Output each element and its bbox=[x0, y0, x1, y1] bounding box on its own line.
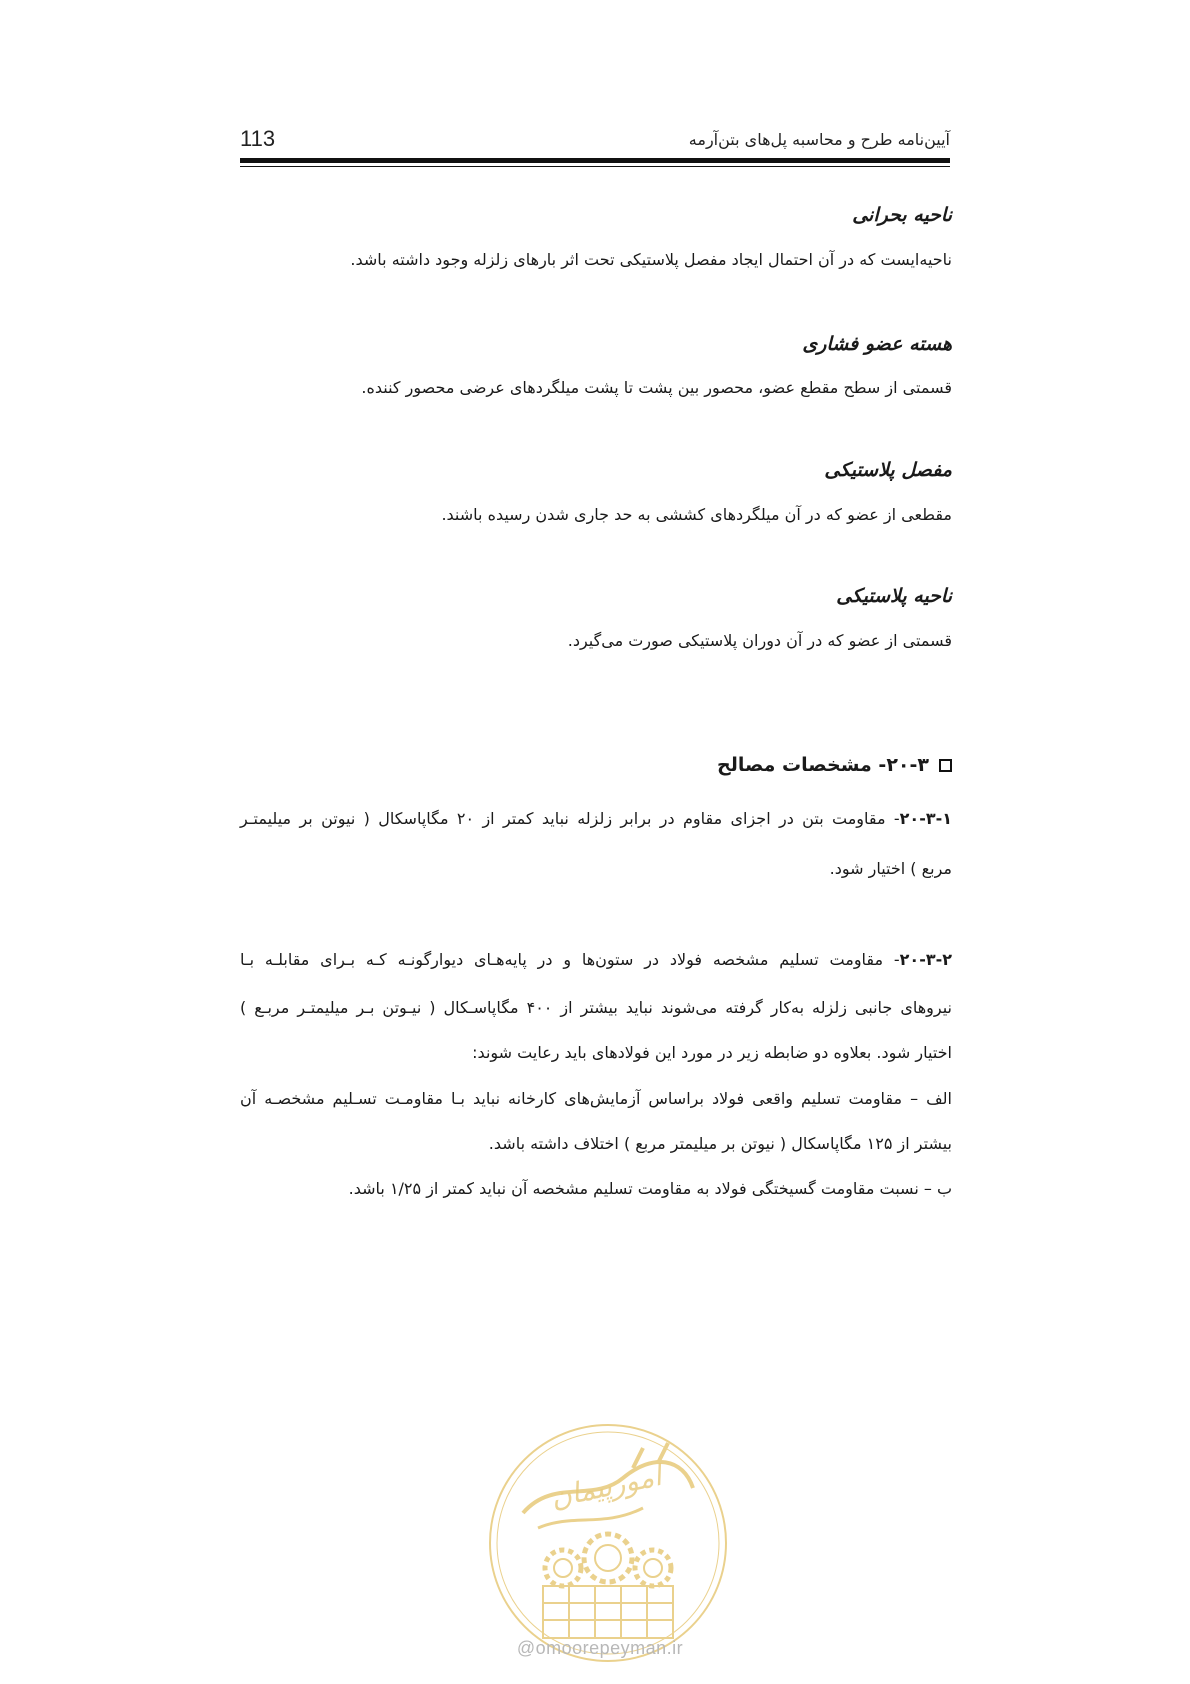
checkbox-bullet-icon bbox=[939, 759, 952, 772]
clause-2-line-2: نیروهای جانبی زلزله به‌کار گرفته می‌شوند نباید بیشتر از ۴۰۰ مگاپاسـکال ( نیـوتن بـر میلیمتـر مربـع ) bbox=[240, 998, 952, 1017]
clause-1-line-1 bbox=[240, 811, 952, 827]
clause-2-line-1 bbox=[240, 952, 952, 968]
section-heading bbox=[717, 754, 952, 776]
definition-term: ناحیه پلاستیکی bbox=[836, 585, 952, 607]
clause-2-line-4: الف – مقاومت تسلیم واقعی فولاد براساس آزمایش‌های کارخانه نباید بـا مقاومـت تسـلیم مشخصـه آن bbox=[240, 1089, 952, 1108]
definition-term: ناحیه بحرانی bbox=[852, 204, 952, 226]
definition-term: مفصل پلاستیکی bbox=[824, 459, 952, 481]
watermark-url: @omoorepeyman.ir bbox=[516, 1638, 684, 1658]
clause-2-line-3: اختیار شود. بعلاوه دو ضابطه زیر در مورد این فولادهای باید رعایت شوند: bbox=[472, 1043, 952, 1062]
watermark-logo bbox=[483, 1418, 733, 1668]
clause-1-line-2: مربع ) اختیار شود. bbox=[829, 859, 952, 878]
clause-text: - مقاومت تسلیم مشخصه فولاد در ستون‌ها و در پایه‌هـای دیوارگونـه کـه بـرای مقابلـه بـا bbox=[240, 950, 900, 969]
definition-text: قسمتی از سطح مقطع عضو، محصور بین پشت تا پشت میلگردهای عرضی محصور کننده. bbox=[361, 378, 952, 397]
definition-term: هسته عضو فشاری bbox=[802, 333, 952, 355]
clause-2-line-5: بیشتر از ۱۲۵ مگاپاسکال ( نیوتن بر میلیمتر مربع ) اختلاف داشته باشد. bbox=[488, 1134, 952, 1153]
clause-number: ۲۰-۳-۲ bbox=[899, 950, 952, 969]
definition-text: مقطعی از عضو که در آن میلگردهای کششی به حد جاری شدن رسیده باشند. bbox=[441, 505, 952, 524]
clause-2-line-6: ب – نسبت مقاومت گسیختگی فولاد به مقاومت تسلیم مشخصه آن نباید کمتر از ۱/۲۵ باشد. bbox=[348, 1179, 952, 1198]
definition-text: قسمتی از عضو که در آن دوران پلاستیکی صورت می‌گیرد. bbox=[567, 631, 952, 650]
page-number: 113 bbox=[240, 126, 276, 151]
running-header: آیین‌نامه طرح و محاسبه پل‌های بتن‌آرمه bbox=[688, 130, 950, 149]
clause-number: ۲۰-۳-۱ bbox=[899, 809, 952, 828]
header-rule-thin bbox=[240, 166, 950, 167]
header-rule-thick bbox=[240, 158, 950, 163]
clause-text: - مقاومت بتن در اجزای مقاوم در برابر زلزله نباید کمتر از ۲۰ مگاپاسکال ( نیوتن بر میلیمتـر bbox=[240, 809, 900, 828]
definition-text: ناحیه‌ایست که در آن احتمال ایجاد مفصل پلاستیکی تحت اثر بارهای زلزله وجود داشته باشد. bbox=[350, 250, 952, 269]
section-heading-text: ۲۰-۳- مشخصات مصالح bbox=[717, 754, 929, 776]
watermark-logo-text: امورپیمان bbox=[547, 1458, 665, 1515]
